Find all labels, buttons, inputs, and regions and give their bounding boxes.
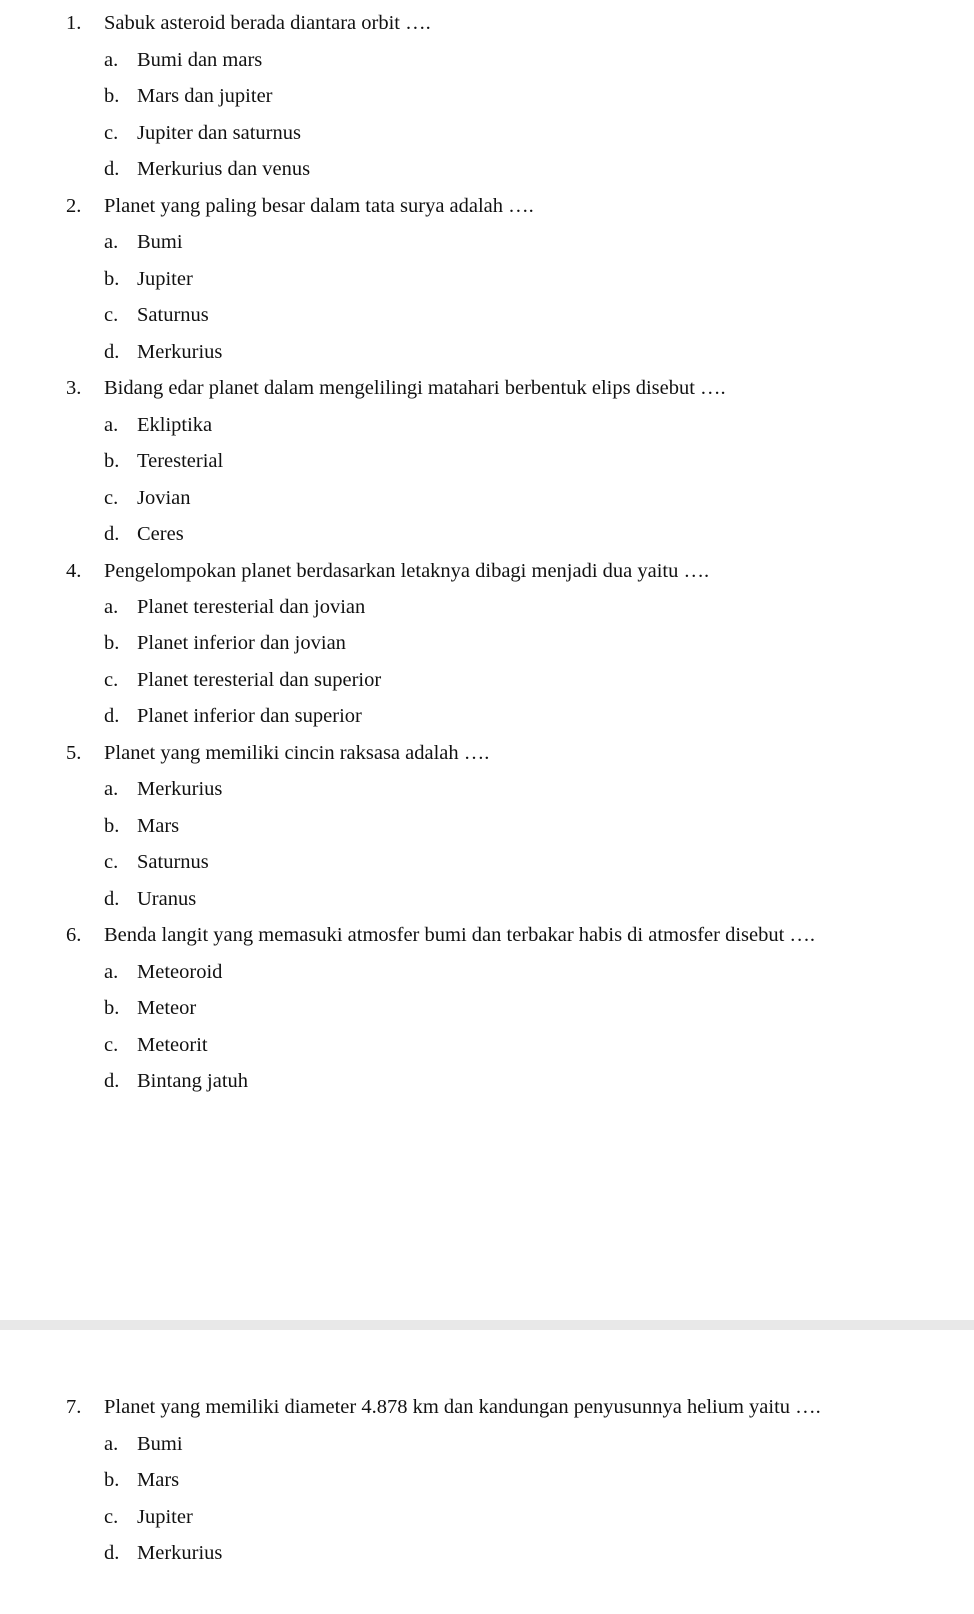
option-letter: b. bbox=[104, 268, 120, 290]
question-text: Planet yang memiliki cincin raksasa adalah …. bbox=[104, 742, 490, 764]
option-letter: d. bbox=[104, 158, 120, 180]
question-number: 2. bbox=[66, 195, 82, 217]
option-2b bbox=[104, 267, 193, 291]
option-2d bbox=[104, 340, 222, 364]
question-text: Sabuk asteroid berada diantara orbit …. bbox=[104, 12, 431, 34]
option-4c bbox=[104, 668, 381, 692]
page-break-divider bbox=[0, 1320, 974, 1330]
option-letter: c. bbox=[104, 669, 119, 691]
option-3b bbox=[104, 449, 223, 473]
option-text: Planet inferior dan jovian bbox=[137, 632, 346, 654]
option-text: Uranus bbox=[137, 888, 197, 910]
option-letter: a. bbox=[104, 49, 119, 71]
option-text: Meteoroid bbox=[137, 961, 223, 983]
question-text: Planet yang paling besar dalam tata surya adalah …. bbox=[104, 195, 534, 217]
option-text: Bintang jatuh bbox=[137, 1070, 249, 1092]
option-text: Teresterial bbox=[137, 450, 224, 472]
option-letter: b. bbox=[104, 632, 120, 654]
option-2a bbox=[104, 230, 183, 254]
question-5 bbox=[66, 741, 489, 765]
question-number: 6. bbox=[66, 924, 82, 946]
option-text: Meteor bbox=[137, 997, 197, 1019]
option-text: Bumi bbox=[137, 231, 183, 253]
option-text: Bumi dan mars bbox=[137, 49, 263, 71]
option-letter: c. bbox=[104, 851, 119, 873]
question-1 bbox=[66, 11, 431, 35]
option-text: Mars bbox=[137, 1469, 180, 1491]
option-text: Planet teresterial dan jovian bbox=[137, 596, 366, 618]
option-1a bbox=[104, 48, 262, 72]
option-letter: c. bbox=[104, 122, 119, 144]
question-3 bbox=[66, 376, 726, 400]
option-text: Mars bbox=[137, 815, 180, 837]
option-7b bbox=[104, 1468, 179, 1492]
option-text: Merkurius bbox=[137, 778, 223, 800]
option-letter: a. bbox=[104, 414, 119, 436]
option-text: Jupiter bbox=[137, 268, 193, 290]
option-text: Planet inferior dan superior bbox=[137, 705, 362, 727]
question-text: Bidang edar planet dalam mengelilingi matahari berbentuk elips disebut …. bbox=[104, 377, 726, 399]
option-text: Saturnus bbox=[137, 304, 209, 326]
option-1b bbox=[104, 84, 273, 108]
question-number: 3. bbox=[66, 377, 82, 399]
option-text: Ceres bbox=[137, 523, 184, 545]
option-3a bbox=[104, 413, 212, 437]
option-text: Mars dan jupiter bbox=[137, 85, 273, 107]
option-letter: a. bbox=[104, 961, 119, 983]
option-letter: d. bbox=[104, 1542, 120, 1564]
option-letter: d. bbox=[104, 341, 120, 363]
option-3d bbox=[104, 522, 184, 546]
question-7 bbox=[66, 1395, 821, 1419]
option-5a bbox=[104, 777, 222, 801]
option-letter: b. bbox=[104, 997, 120, 1019]
question-text: Planet yang memiliki diameter 4.878 km dan kandungan penyusunnya helium yaitu …. bbox=[104, 1396, 821, 1418]
option-text: Merkurius bbox=[137, 341, 223, 363]
option-letter: c. bbox=[104, 1034, 119, 1056]
option-text: Meteorit bbox=[137, 1034, 208, 1056]
option-5c bbox=[104, 850, 209, 874]
option-letter: b. bbox=[104, 85, 120, 107]
option-3c bbox=[104, 486, 191, 510]
question-number: 7. bbox=[66, 1396, 82, 1418]
option-letter: c. bbox=[104, 1506, 119, 1528]
question-number: 5. bbox=[66, 742, 82, 764]
option-7c bbox=[104, 1505, 193, 1529]
option-6c bbox=[104, 1033, 208, 1057]
question-text: Benda langit yang memasuki atmosfer bumi dan terbakar habis di atmosfer disebut …. bbox=[104, 924, 816, 946]
option-7a bbox=[104, 1432, 183, 1456]
option-6b bbox=[104, 996, 196, 1020]
option-4b bbox=[104, 631, 346, 655]
question-6 bbox=[66, 923, 815, 947]
option-letter: d. bbox=[104, 705, 120, 727]
option-5b bbox=[104, 814, 179, 838]
option-text: Jovian bbox=[137, 487, 191, 509]
option-letter: a. bbox=[104, 596, 119, 618]
option-text: Bumi bbox=[137, 1433, 183, 1455]
option-text: Jupiter bbox=[137, 1506, 193, 1528]
question-2 bbox=[66, 194, 534, 218]
option-text: Planet teresterial dan superior bbox=[137, 669, 382, 691]
option-letter: c. bbox=[104, 304, 119, 326]
option-1c bbox=[104, 121, 301, 145]
option-letter: b. bbox=[104, 1469, 120, 1491]
option-5d bbox=[104, 887, 196, 911]
option-text: Saturnus bbox=[137, 851, 209, 873]
option-letter: a. bbox=[104, 231, 119, 253]
option-6d bbox=[104, 1069, 248, 1093]
option-letter: b. bbox=[104, 815, 120, 837]
option-letter: c. bbox=[104, 487, 119, 509]
document-page-2 bbox=[0, 1330, 974, 1614]
option-text: Jupiter dan saturnus bbox=[137, 122, 301, 144]
option-letter: d. bbox=[104, 888, 120, 910]
option-7d bbox=[104, 1541, 222, 1565]
option-letter: d. bbox=[104, 523, 120, 545]
question-number: 1. bbox=[66, 12, 82, 34]
option-letter: a. bbox=[104, 778, 119, 800]
question-number: 4. bbox=[66, 560, 82, 582]
option-1d bbox=[104, 157, 310, 181]
option-letter: a. bbox=[104, 1433, 119, 1455]
option-4d bbox=[104, 704, 362, 728]
question-text: Pengelompokan planet berdasarkan letaknya dibagi menjadi dua yaitu …. bbox=[104, 560, 710, 582]
option-letter: b. bbox=[104, 450, 120, 472]
option-text: Merkurius dan venus bbox=[137, 158, 311, 180]
option-letter: d. bbox=[104, 1070, 120, 1092]
option-text: Ekliptika bbox=[137, 414, 213, 436]
option-2c bbox=[104, 303, 209, 327]
question-4 bbox=[66, 559, 709, 583]
option-text: Merkurius bbox=[137, 1542, 223, 1564]
option-6a bbox=[104, 960, 222, 984]
option-4a bbox=[104, 595, 365, 619]
